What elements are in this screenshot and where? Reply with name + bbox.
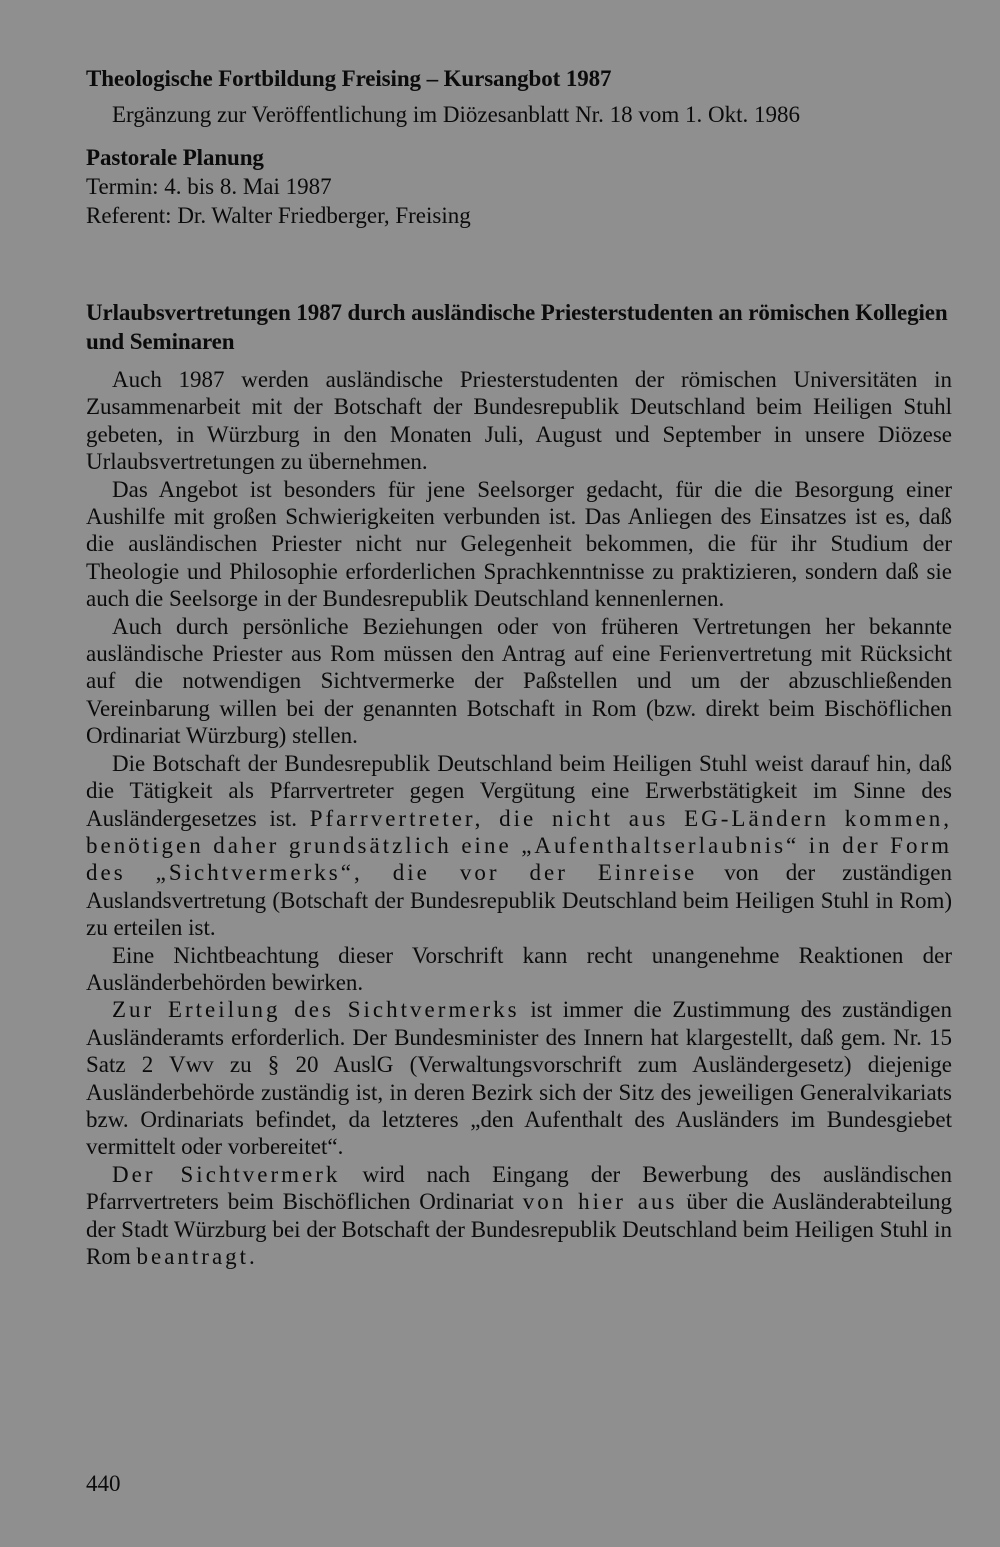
paragraph-4 xyxy=(86,750,952,942)
paragraph-6 xyxy=(86,996,952,1160)
paragraph-6-text: ist immer die Zustimmung des zuständigen Ausländeramts erforderlich. Der Bundesminister des Innern hat klargestellt, daß gem. Nr. 15 Satz 2 Vwv zu § 20 AuslG (Verwaltungsvorschrift zum Ausländergesetz) diejenige Ausländerbehörde zuständig ist, in deren Bezirk sich der Sitz des jeweiligen Generalvikariats bzw. Ordinariats befindet, da letzteres „den Aufenthalt des Ausländers im Bundesgiebet vermittelt oder vorbereitet“. xyxy=(86,997,952,1160)
course-speaker: Referent: Dr. Walter Friedberger, Freising xyxy=(86,203,471,228)
paragraph-2: Das Angebot ist besonders für jene Seelsorger gedacht, für die die Besorgung einer Aushilfe mit großen Schwierigkeiten verbunden ist. Das Anliegen des Einsatzes ist es, daß die ausländischen Priester nicht nur Gelegenheit bekommen, die für ihr Studium der Theologie und Philosophie erforderlichen Sprachkenntnisse zu praktizieren, sondern daß sie auch die Seelsorge in der Bundesrepublik Deutschland kennenlernen. xyxy=(86,476,952,612)
paragraph-7-spaced-text-b: von hier aus xyxy=(522,1189,678,1215)
course-title: Pastorale Planung xyxy=(86,145,264,170)
paragraph-3: Auch durch persönliche Beziehungen oder von früheren Vertretungen her bekannte ausländische Priester aus Rom müssen den Antrag auf eine Ferienvertretung mit Rücksicht auf die notwendigen Sichtvermerke der Paßstellen und um der abzuschließenden Vereinbarung willen bei der genannten Botschaft in Rom (bzw. direkt beim Bischöflichen Ordinariat Würzburg) stellen. xyxy=(86,613,952,749)
course-section xyxy=(86,143,952,230)
paragraph-7-text-b: über die Ausländerabteilung der Stadt Würzburg bei der Botschaft der Bundesrepublik Deutschland beim Heiligen Stuhl in Rom xyxy=(86,1189,953,1269)
paragraph-4-text-a: Die Botschaft der Bundesrepublik Deutschland beim Heiligen Stuhl weist darauf hin, daß die Tätigkeit als Pfarrvertreter gegen Vergütung eine Erwerbstätigkeit im Sinne des Ausländergesetzes ist. xyxy=(86,750,952,831)
paragraph-4-text-b: von der zuständigen Auslandsvertretung (Botschaft der Bundesrepublik Deutschland beim Heiligen Stuhl in Rom) zu erteilen ist. xyxy=(86,860,952,941)
paragraph-5: Eine Nichtbeachtung dieser Vorschrift kann recht unangenehme Reaktionen der Ausländerbehörden bewirken. xyxy=(86,942,952,995)
document-page xyxy=(86,64,952,1270)
article-section xyxy=(86,298,952,1270)
document-title: Theologische Fortbildung Freising – Kursangbot 1987 xyxy=(86,66,612,91)
paragraph-7-spaced-text-a: Der Sichtvermerk xyxy=(112,1161,341,1187)
paragraph-1: Auch 1987 werden ausländische Priesterstudenten der römischen Universitäten in Zusammenarbeit mit der Botschaft der Bundesrepublik Deutschland beim Heiligen Stuhl gebeten, in Würzburg in den Monaten Juli, August und September in unsere Diözese Urlaubsvertretungen zu übernehmen. xyxy=(86,367,952,475)
paragraph-7-text-a: wird nach Eingang der Bewerbung des ausländischen Pfarrvertreters beim Bischöflichen Ordinariat xyxy=(86,1161,953,1215)
article-title: Urlaubsvertretungen 1987 durch ausländische Priesterstudenten an römischen Kollegien und Seminaren xyxy=(86,300,948,354)
paragraph-7 xyxy=(86,1161,952,1271)
course-date: Termin: 4. bis 8. Mai 1987 xyxy=(86,174,332,199)
supplement-note: Ergänzung zur Veröffentlichung im Diözesanblatt Nr. 18 vom 1. Okt. 1986 xyxy=(112,102,800,127)
paragraph-6-spaced-text: Zur Erteilung des Sichtvermerks xyxy=(112,997,520,1023)
article-body xyxy=(86,366,952,1270)
paragraph-7-spaced-text-c: beantragt. xyxy=(136,1244,258,1269)
paragraph-4-spaced-text: Pfarrvertreter, die nicht aus EG-Ländern kommen, benötigen daher grundsätzlich eine „Aufenthaltserlaubnis“ in der Form des „Sichtvermerks“, die vor der Einreise xyxy=(86,805,953,886)
page-number: 440 xyxy=(86,1471,121,1496)
